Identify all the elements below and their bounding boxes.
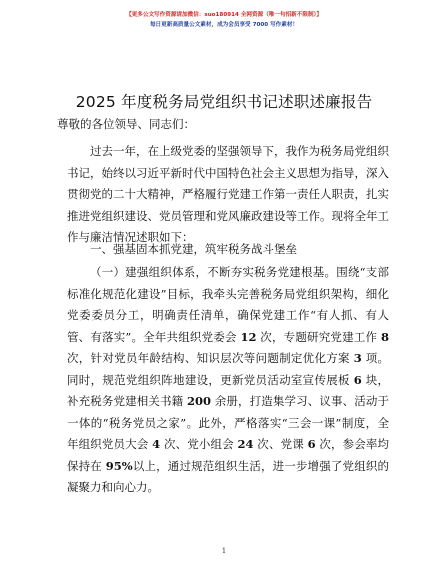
text-run: 次、党课 bbox=[253, 437, 308, 451]
number-boards: 6 bbox=[353, 372, 362, 387]
paragraph-intro: 过去一年，在上级党委的坚强领导下，我作为税务局党组织书记，始终以习近平新时代中国特色社会主义思想为指导，深入贯彻党的二十大精神，严格履行党建工作第一责任人职责，扎实推进党组织建设、党员管理和党风廉政建设等工作。现将全年工作与廉洁情况述职如下： bbox=[67, 144, 389, 244]
number-books: 200 bbox=[187, 394, 212, 408]
section-heading-1: 一、强基固本抓党建，筑牢税务战斗堡垒 bbox=[90, 242, 297, 256]
paragraph-organization bbox=[67, 262, 389, 499]
number-plans: 3 bbox=[353, 351, 362, 365]
number-topic-studies: 8 bbox=[380, 329, 389, 344]
document-title: 2025 年度税务局党组织书记述职述廉报告 bbox=[75, 93, 373, 111]
page-number: 1 bbox=[221, 547, 227, 555]
promo-banner-red: 【更多公文写作资源请加微信：suo180914 全网资源（唯一句招新不限制）】 bbox=[126, 12, 322, 18]
text-run: 余册，打造集学习、议事、活动于一体的“税务党员之家”。此外，严格落实“三会一课”制度，全年组织党员大会 bbox=[67, 394, 389, 451]
number-member-meetings: 4 bbox=[152, 437, 161, 451]
text-run: 块，补充税务党建相关书籍 bbox=[67, 372, 390, 408]
number-attendance-rate: 95% bbox=[105, 458, 133, 473]
text-run: 次、党小组会 bbox=[160, 437, 238, 451]
number-group-meetings: 24 bbox=[237, 437, 254, 451]
number-party-meetings: 12 bbox=[240, 329, 257, 344]
text-run: 项。同时，规范党组织阵地建设，更新党员活动室宣传展板 bbox=[67, 351, 390, 387]
text-run: 次，针对党员年龄结构、知识层次等问题制定优化方案 bbox=[67, 351, 354, 365]
paragraph-lead: （一）建强组织体系，不断夯实税务党建根基。 bbox=[90, 265, 337, 279]
text-run: 次，参会率均保持在 bbox=[67, 437, 390, 473]
salutation: 尊敬的各位领导、同志们： bbox=[57, 117, 195, 131]
text-run: 围绕“支部标准化规范化建设”目标，我牵头完善税务局党组织架构，细化党委委员分工，明确责任清单，确保党建工作“有人抓、有人管、有落实”。全年共组织党委会 bbox=[67, 265, 389, 344]
number-party-lessons: 6 bbox=[307, 437, 316, 451]
text-run: 以上，通过规范组织生活，进一步增强了党组织的凝聚力和向心力。 bbox=[67, 458, 390, 494]
promo-banner-blue: 每日更新高质量公文素材，成为会员享受 7000 写作素材！ bbox=[149, 22, 299, 28]
text-run: 次，专题研究党建工作 bbox=[256, 329, 381, 344]
